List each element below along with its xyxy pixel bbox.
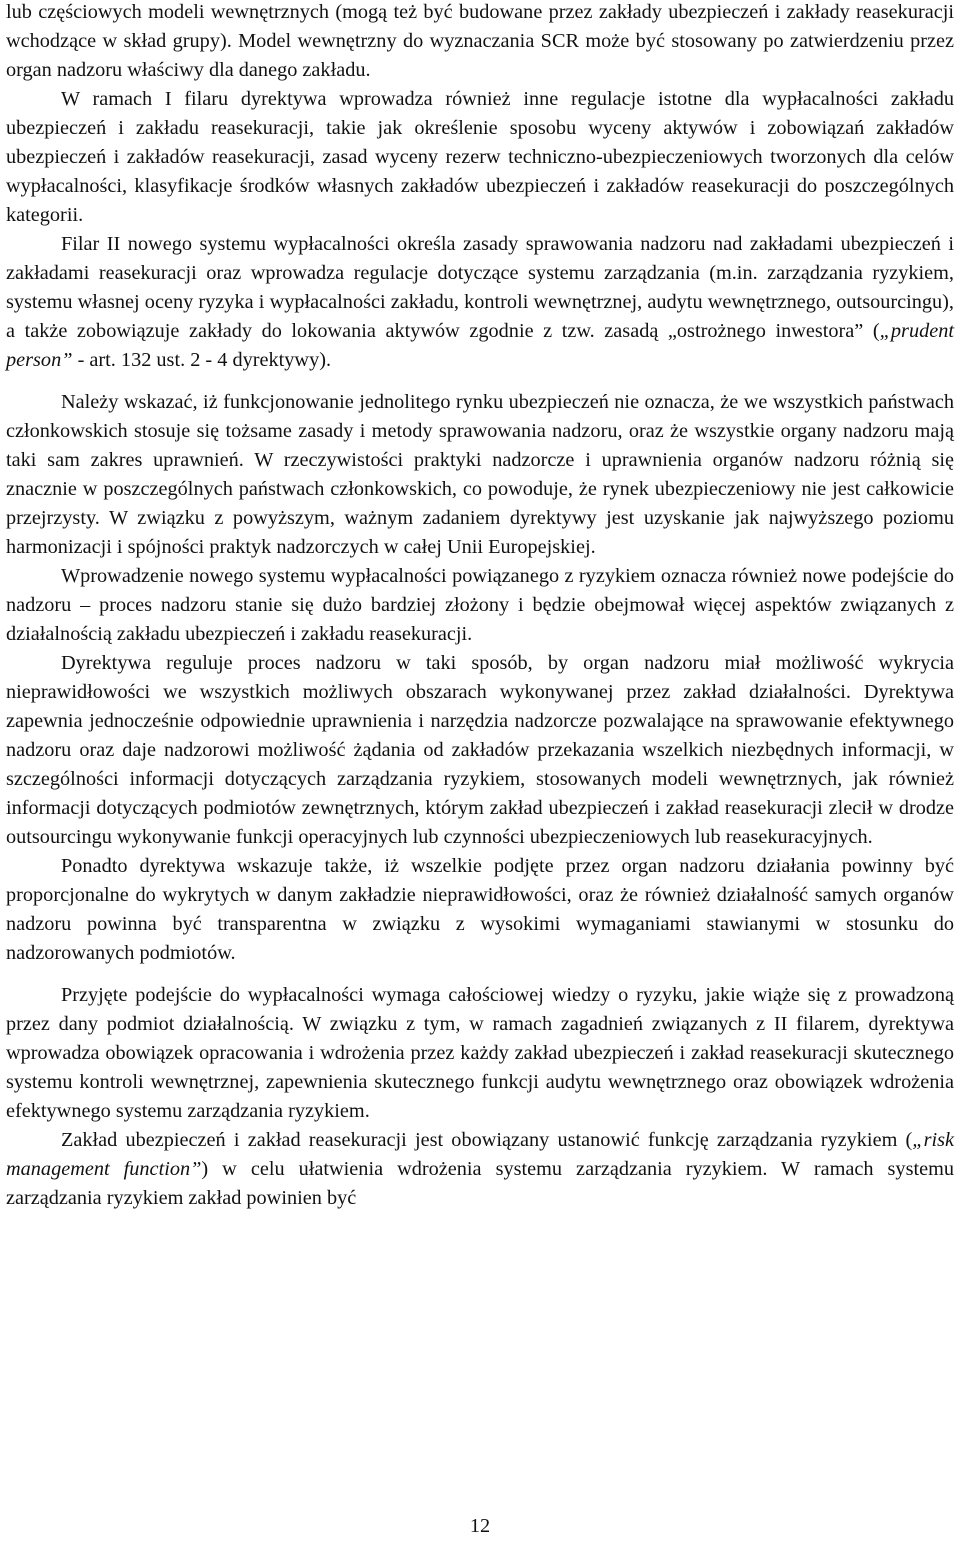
paragraph-pillar-one: W ramach I filaru dyrektywa wprowadza również inne regulacje istotne dla wypłacalności zakładu ubezpieczeń i zakładu reasekuracji, takie jak określenie sposobu wyceny aktywów i zobowiązań zakładów ubezpieczeń i zakładów reasekuracji, zasad wyceny rezerw techniczno-ubezpieczeniowych tworzonych dla celów wypłacalności, klasyfikacje środków własnych zakładów ubezpieczeń i zakładów reasekuracji do poszczególnych kategorii. [6,88,954,226]
paragraph-supervision-process: Dyrektywa reguluje proces nadzoru w taki sposób, by organ nadzoru miał możliwość wykrycia nieprawidłowości we wszystkich możliwych obszarach wykonywanej przez zakład działalności. Dyrektywa zapewnia jednocześnie odpowiednie uprawnienia i narzędzia nadzorcze pozwalające na sprawowanie efektywnego nadzoru oraz daje nadzorowi możliwość żądania od zakładów przekazania wszelkich niezbędnych informacji, w szczególności informacji dotyczących zarządzania ryzykiem, stosowanych modeli wewnętrznych, jak również informacji dotyczących podmiotów zewnętrznych, którym zakład ubezpieczeń i zakład reasekuracji zlecił w drodze outsourcingu wykonywanie funkcji operacyjnych lub czynności ubezpieczeniowych lub reasekuracyjnych. [6,652,954,848]
paragraph-holistic-risk-knowledge: Przyjęte podejście do wypłacalności wymaga całościowej wiedzy o ryzyku, jakie wiąże się z prowadzoną przez dany podmiot działalnością. W związku z tym, w ramach zagadnień związanych z II filarem, dyrektywa wprowadza obowiązek opracowania i wdrożenia przez każdy zakład ubezpieczeń i zakład reasekuracji skutecznego systemu kontroli wewnętrznej, zapewnienia skutecznego funkcji audytu wewnętrznego oraz obowiązek wdrożenia efektywnego systemu zarządzania ryzykiem. [6,984,954,1122]
prudent-person-term: „prudent person” [6,320,954,371]
paragraph-proportionality: Ponadto dyrektywa wskazuje także, iż wszelkie podjęte przez organ nadzoru działania powinny być proporcjonalne do wykrytych w danym zakładzie nieprawidłowości, oraz że również działalność samych organów nadzoru powinna być transparentna w związku z wysokimi wymaganiami stawianymi w stosunku do nadzorowanych podmiotów. [6,855,954,964]
page-number: 12 [469,1515,491,1537]
paragraph-pillar-two [6,230,954,375]
paragraph-risk-management-function [6,1126,954,1213]
risk-management-text-end: ) w celu ułatwienia wdrożenia systemu zarządzania ryzykiem. W ramach systemu zarządzania ryzykiem zakład powinien być [6,1158,955,1209]
paragraph-solvency-model-continuation: lub częściowych modeli wewnętrznych (mogą też być budowane przez zakłady ubezpieczeń i zakłady reasekuracji wchodzące w skład grupy). Model wewnętrzny do wyznaczania SCR może być stosowany po zatwierdzeniu przez organ nadzoru właściwy dla danego zakładu. [6,1,954,81]
document-body [6,0,954,1213]
pillar-two-text-end: - art. 132 ust. 2 - 4 dyrektywy). [72,349,332,371]
paragraph-new-supervision-approach: Wprowadzenie nowego systemu wypłacalności powiązanego z ryzykiem oznacza również nowe podejście do nadzoru – proces nadzoru stanie się dużo bardziej złożony i będzie obejmował więcej aspektów związanych z działalnością zakładu ubezpieczeń i zakładu reasekuracji. [6,565,954,645]
risk-management-text: Zakład ubezpieczeń i zakład reasekuracji jest obowiązany ustanowić funkcję zarządzania ryzykiem ( [61,1129,913,1151]
risk-management-function-term: „risk management function” [6,1129,954,1180]
paragraph-single-market-supervision: Należy wskazać, iż funkcjonowanie jednolitego rynku ubezpieczeń nie oznacza, że we wszystkich państwach członkowskich stosuje się tożsame zasady i metody sprawowania nadzoru, oraz że wszystkie organy nadzoru mają taki sam zakres uprawnień. W rzeczywistości praktyki nadzorcze i uprawnienia organów nadzoru różnią się znacznie w poszczególnych państwach członkowskich, co powoduje, że rynek ubezpieczeniowy nie jest całkowicie przejrzysty. W związku z powyższym, ważnym zadaniem dyrektywy jest uzyskanie jak najwyższego poziomu harmonizacji i spójności praktyk nadzorczych w całej Unii Europejskiej. [6,391,954,558]
pillar-two-text: Filar II nowego systemu wypłacalności określa zasady sprawowania nadzoru nad zakładami ubezpieczeń i zakładami reasekuracji oraz wprowadza regulacje dotyczące systemu zarządzania (m.in. zarządzania ryzykiem, systemu własnej oceny ryzyka i wypłacalności zakładu, kontroli wewnętrznej, audytu wewnętrznego, outsourcingu), a także zobowiązuje zakłady do lokowania aktywów zgodnie z tzw. zasadą „ostrożnego inwestora” ( [6,233,954,342]
